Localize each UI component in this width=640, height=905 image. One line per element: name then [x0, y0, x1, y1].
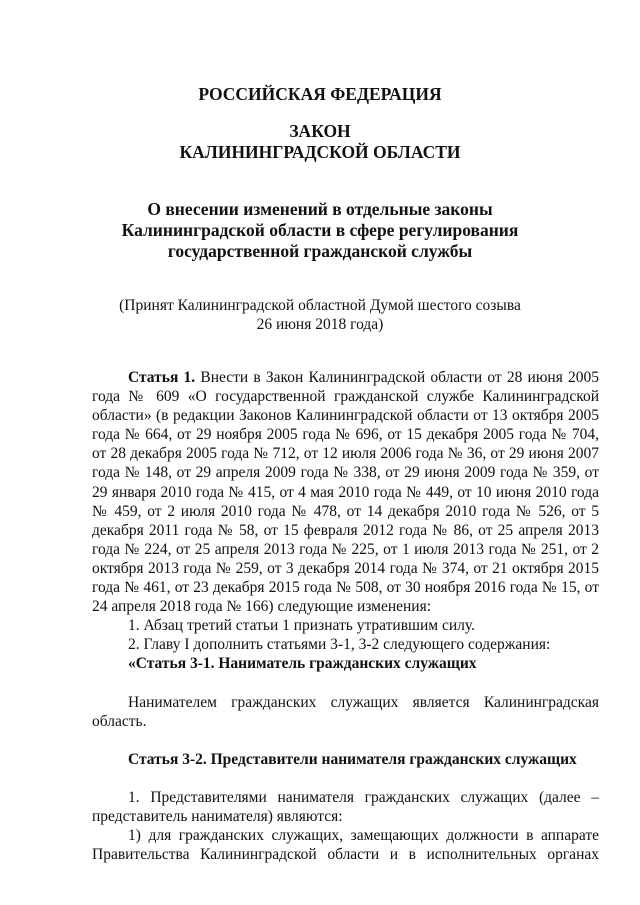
article-1-text: Внести в Закон Калининградской области от 28 июня 2005 года № 609 «О государственной гражданской службе Калининградской области» (в редакции Законов Калининградской области от 13 октября 2005 года № 664, от 29 ноября 2005 года № 696, от 15 декабря 2005 года № 704, от 28 декабря 2005 года № 712, от 12 июля 2006 года № 36, от 29 июня 2007 года № 148, от 29 апреля 2009 года № 338, от 29 июня 2009 года № 359, от 29 января 2010 года № 415, от 4 мая 2010 года № 449, от 10 июня 2010 года № 459, от 2 июля 2010 года № 478, от 14 декабря 2010 года № 526, от 5 декабря 2011 года № 58, от 15 февраля 2012 года № 86, от 25 апреля 2013 года № 224, от 25 апреля 2013 года № 225, от 1 июля 2013 года № 251, от 2 октября 2013 года № 259, от 3 декабря 2014 года № 374, от 21 октября 2015 года № 461, от 23 декабря 2015 года № 508, от 30 ноября 2016 года № 15, от 24 апреля 2018 года № 166) следующие изменения: [92, 369, 600, 616]
adopted-line-2: 26 июня 2018 года) [256, 316, 384, 333]
country-heading: РОССИЙСКАЯ ФЕДЕРАЦИЯ [198, 84, 442, 104]
document-body [92, 368, 599, 864]
article-3-1-text: Нанимателем гражданских служащих является Калининградская область. [92, 693, 599, 730]
region-heading: КАЛИНИНГРАДСКОЙ ОБЛАСТИ [179, 142, 461, 162]
article-1-paragraph [92, 368, 599, 616]
adopted-line-1: (Принят Калининградской областной Думой шестого созыва [119, 297, 521, 314]
law-heading: ЗАКОН [289, 121, 351, 141]
title-line-2: Калининградской области в сфере регулирования [121, 220, 519, 240]
article-1-item-1: 1. Абзац третий статьи 1 признать утратившим силу. [128, 617, 475, 635]
article-3-1-heading: «Статья 3-1. Наниматель гражданских служащих [128, 655, 477, 673]
article-1-label: Статья 1. [128, 369, 196, 386]
article-3-2-paragraph-1: 1. Представителями нанимателя гражданских служащих (далее – представитель нанимателя) являются: [92, 788, 599, 825]
article-1-item-2: 2. Главу I дополнить статьями 3-1, 3-2 следующего содержания: [128, 636, 551, 654]
title-line-1: О внесении изменений в отдельные законы [147, 199, 493, 219]
article-3-2-heading: Статья 3-2. Представители нанимателя гражданских служащих [128, 750, 577, 768]
article-3-2-paragraph-2: 1) для гражданских служащих, замещающих должности в аппарате Правительства Калининградской области и в исполнительных органах [92, 826, 599, 864]
title-line-3: государственной гражданской службы [167, 241, 473, 261]
